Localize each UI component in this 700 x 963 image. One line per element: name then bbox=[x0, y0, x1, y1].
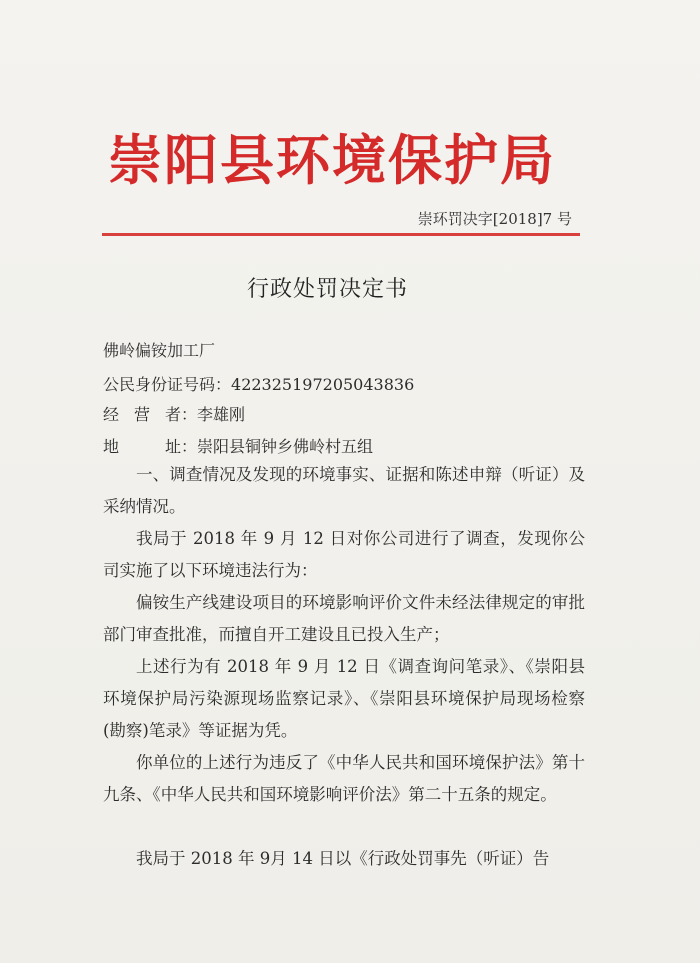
address-separator: ： bbox=[181, 437, 198, 456]
paragraph-3: 偏铵生产线建设项目的环境影响评价文件未经法律规定的审批部门审查批准，而擅自开工建设且已投入生产； bbox=[103, 593, 585, 644]
id-label: 公民身份证号码： bbox=[103, 375, 232, 394]
manager-label: 经 营 者 bbox=[103, 405, 181, 424]
paragraph-5: 你单位的上述行为违反了《中华人民共和国环境保护法》第十九条、《中华人民共和国环境影响评价法》第二十五条的规定。 bbox=[103, 753, 585, 804]
document-title: 行政处罚决定书 bbox=[246, 277, 408, 302]
agency-title: 崇阳县环境保护局 bbox=[108, 128, 556, 192]
party-name: 佛岭偏铵加工厂 bbox=[103, 341, 216, 360]
paragraph-4: 上述行为有 2018 年 9 月 12 日《调查询问笔录》、《崇阳县环境保护局污染源现场监察记录》、《崇阳县环境保护局现场检察(勘察)笔录》等证据为凭。 bbox=[103, 657, 585, 740]
address-value: 崇阳县铜钟乡佛岭村五组 bbox=[197, 437, 374, 456]
manager-name: 李雄刚 bbox=[197, 405, 246, 424]
address-label: 地 址 bbox=[103, 437, 181, 456]
party-address-line bbox=[103, 434, 373, 457]
party-id-line bbox=[103, 372, 414, 395]
document-number: 崇环罚决字[2018]7 号 bbox=[417, 210, 572, 228]
paragraph-6: 我局于 2018 年 9月 14 日以《行政处罚事先（听证）告 bbox=[136, 849, 550, 868]
party-manager-line bbox=[103, 402, 245, 425]
manager-separator: ： bbox=[181, 405, 198, 424]
id-number: 422325197205043836 bbox=[231, 375, 415, 394]
paragraph-1: 一、调查情况及发现的环境事实、证据和陈述申辩（听证）及采纳情况。 bbox=[103, 465, 585, 516]
red-divider-line bbox=[102, 233, 580, 236]
paragraph-2: 我局于 2018 年 9 月 12 日对你公司进行了调查，发现你公司实施了以下环境违法行为： bbox=[103, 529, 585, 580]
